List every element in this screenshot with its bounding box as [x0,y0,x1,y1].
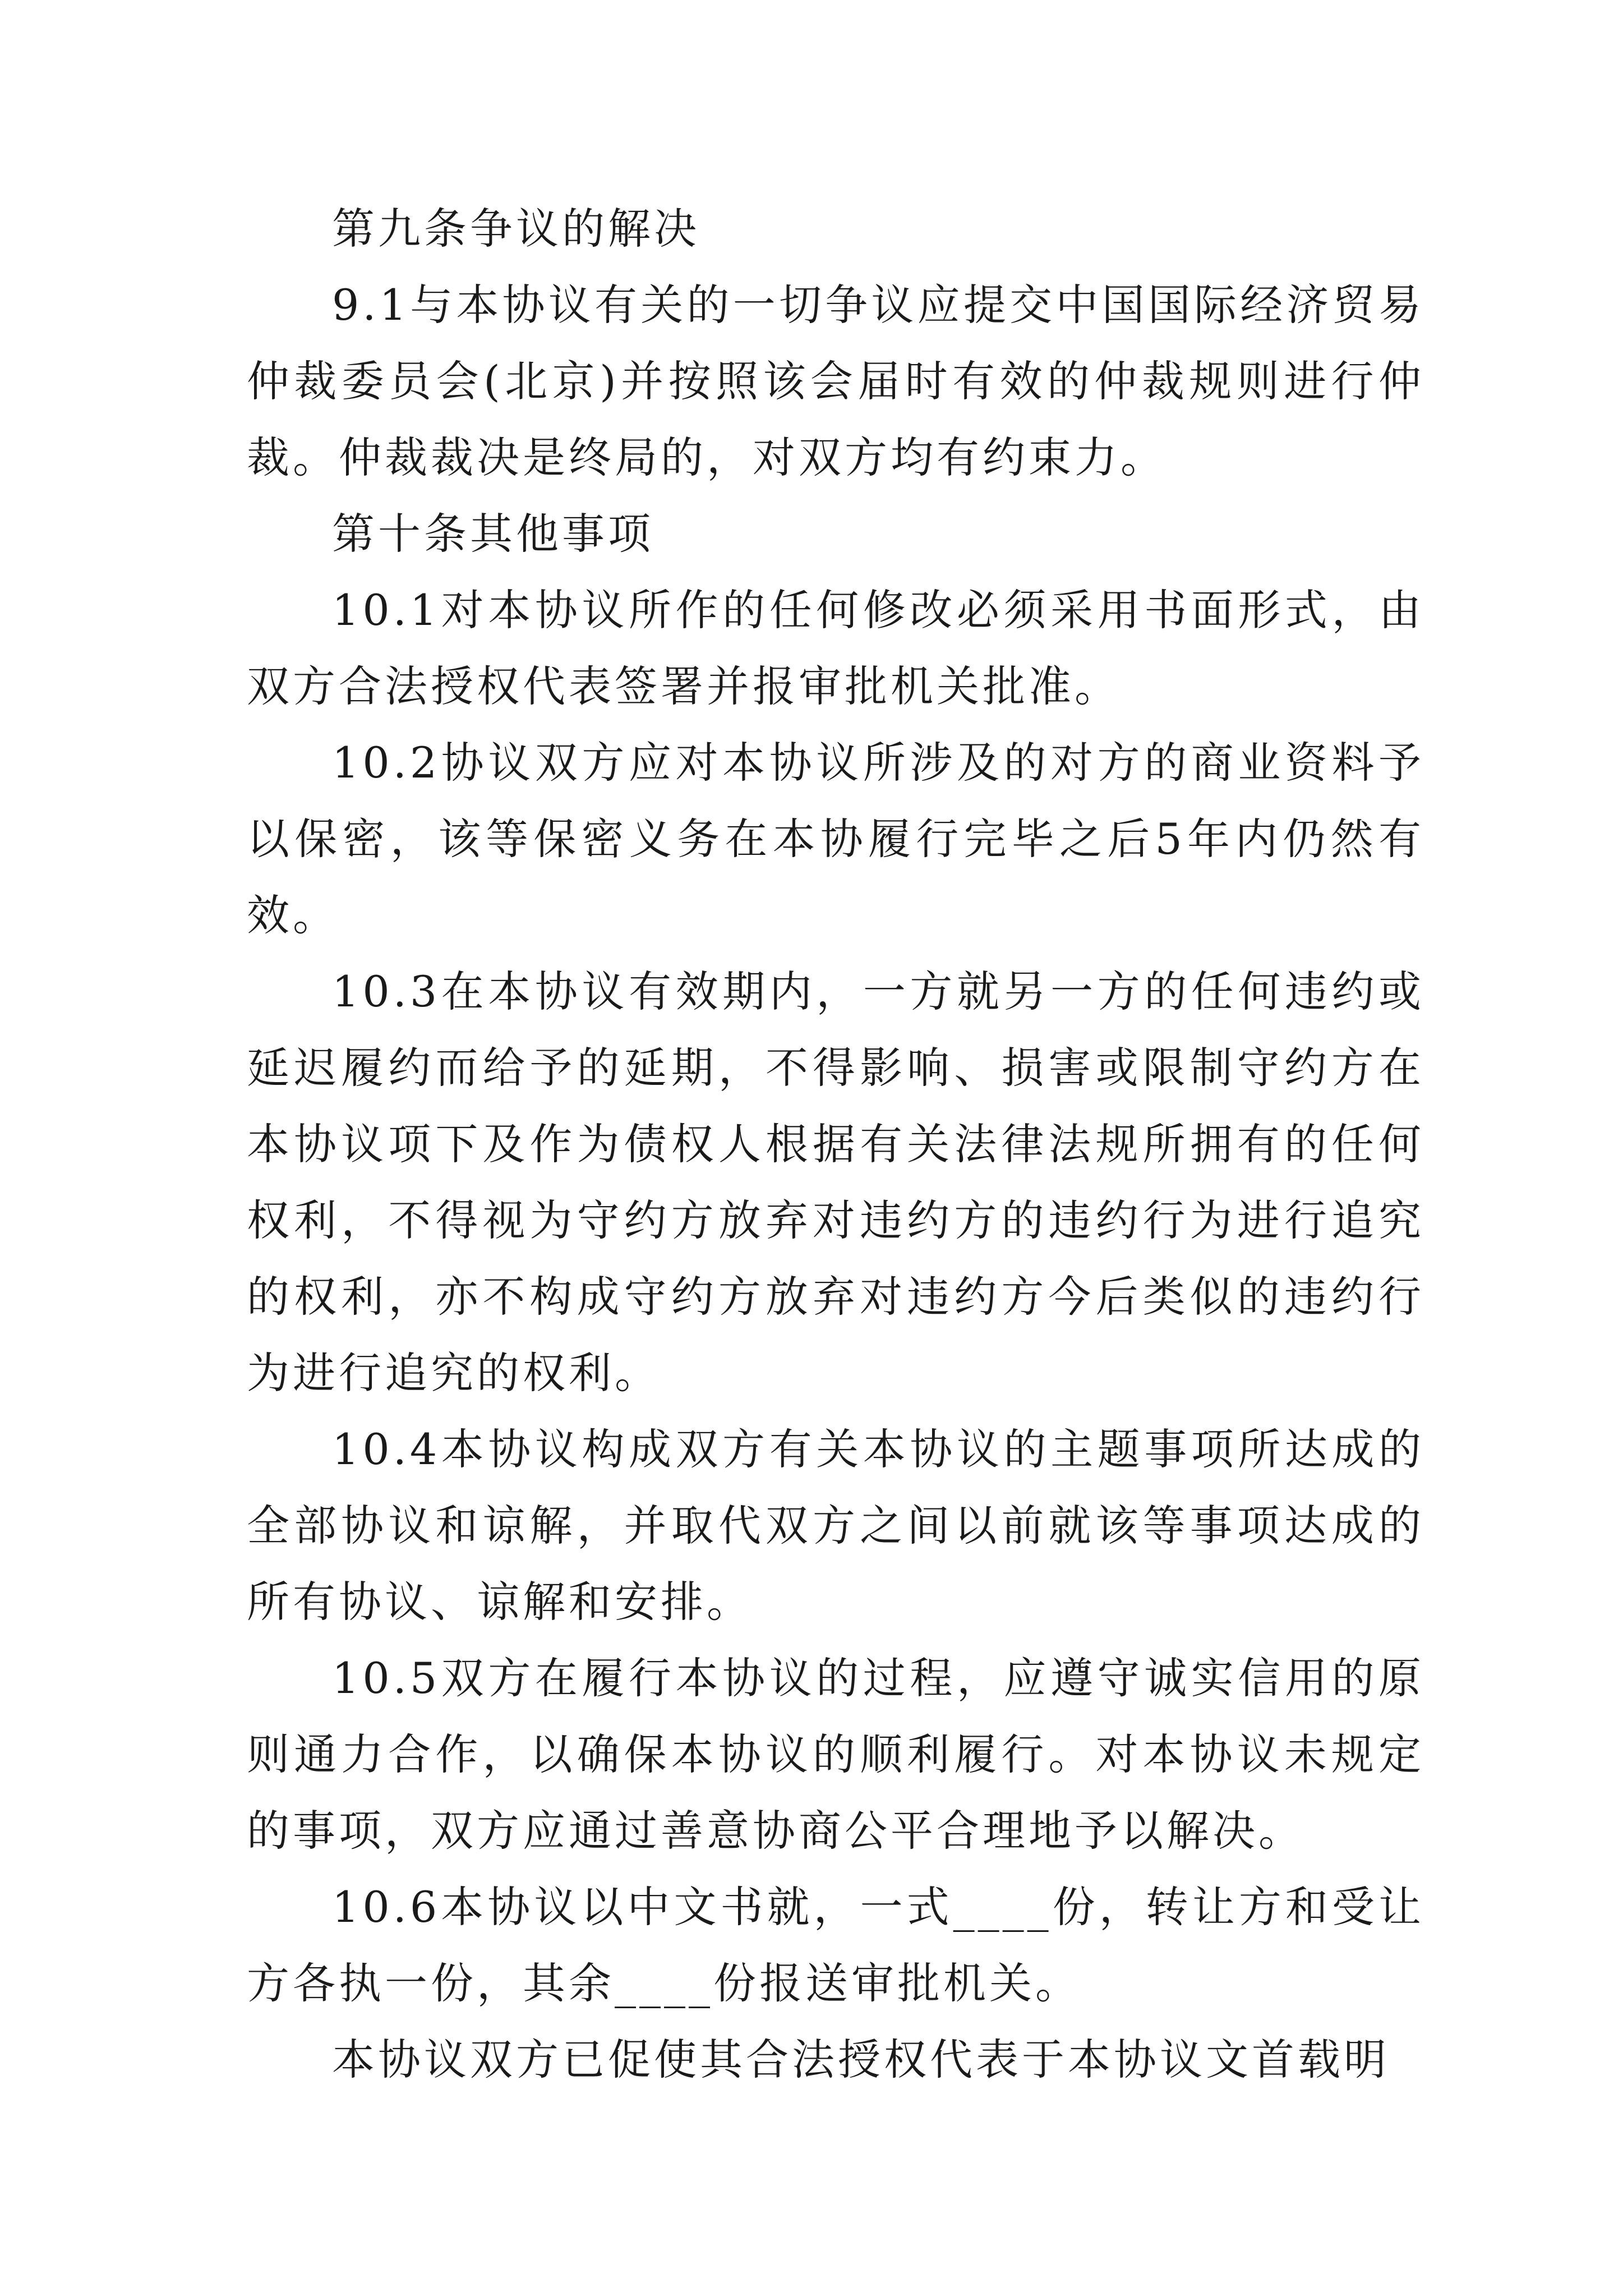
clause-10-3: 10.3在本协议有效期内，一方就另一方的任何违约或延迟履约而给予的延期，不得影响、损害或限制守约方在本协议项下及作为债权人根据有关法律法规所拥有的任何权利，不得视为守约方放弃对违约方的违约行为进行追究的权利，亦不构成守约方放弃对违约方今后类似的违约行为进行追究的权利。 [247,967,1424,1398]
clause-10-1: 10.1对本协议所作的任何修改必须采用书面形式，由双方合法授权代表签署并报审批机关批准。 [247,585,1424,711]
clause-9-1: 9.1与本协议有关的一切争议应提交中国国际经济贸易仲裁委员会(北京)并按照该会届时有效的仲裁规则进行仲裁。仲裁裁决是终局的，对双方均有约束力。 [247,280,1424,482]
clause-10-4: 10.4本协议构成双方有关本协议的主题事项所达成的全部协议和谅解，并取代双方之间以前就该等事项达成的所有协议、谅解和安排。 [247,1424,1424,1627]
clause-10-6: 10.6本协议以中文书就，一式____份，转让方和受让方各执一份，其余____份报送审批机关。 [247,1882,1424,2008]
closing-paragraph: 本协议双方已促使其合法授权代表于本协议文首载明 [332,2035,1390,2085]
clause-10-2: 10.2协议双方应对本协议所涉及的对方的商业资料予以保密，该等保密义务在本协履行完毕之后5年内仍然有效。 [247,738,1424,940]
section-heading-9: 第九条争议的解决 [332,204,700,254]
document-body [247,191,1424,2098]
section-heading-10: 第十条其他事项 [332,509,654,559]
clause-10-5: 10.5双方在履行本协议的过程，应遵守诚实信用的原则通力合作，以确保本协议的顺利履行。对本协议未规定的事项，双方应通过善意协商公平合理地予以解决。 [247,1653,1424,1856]
